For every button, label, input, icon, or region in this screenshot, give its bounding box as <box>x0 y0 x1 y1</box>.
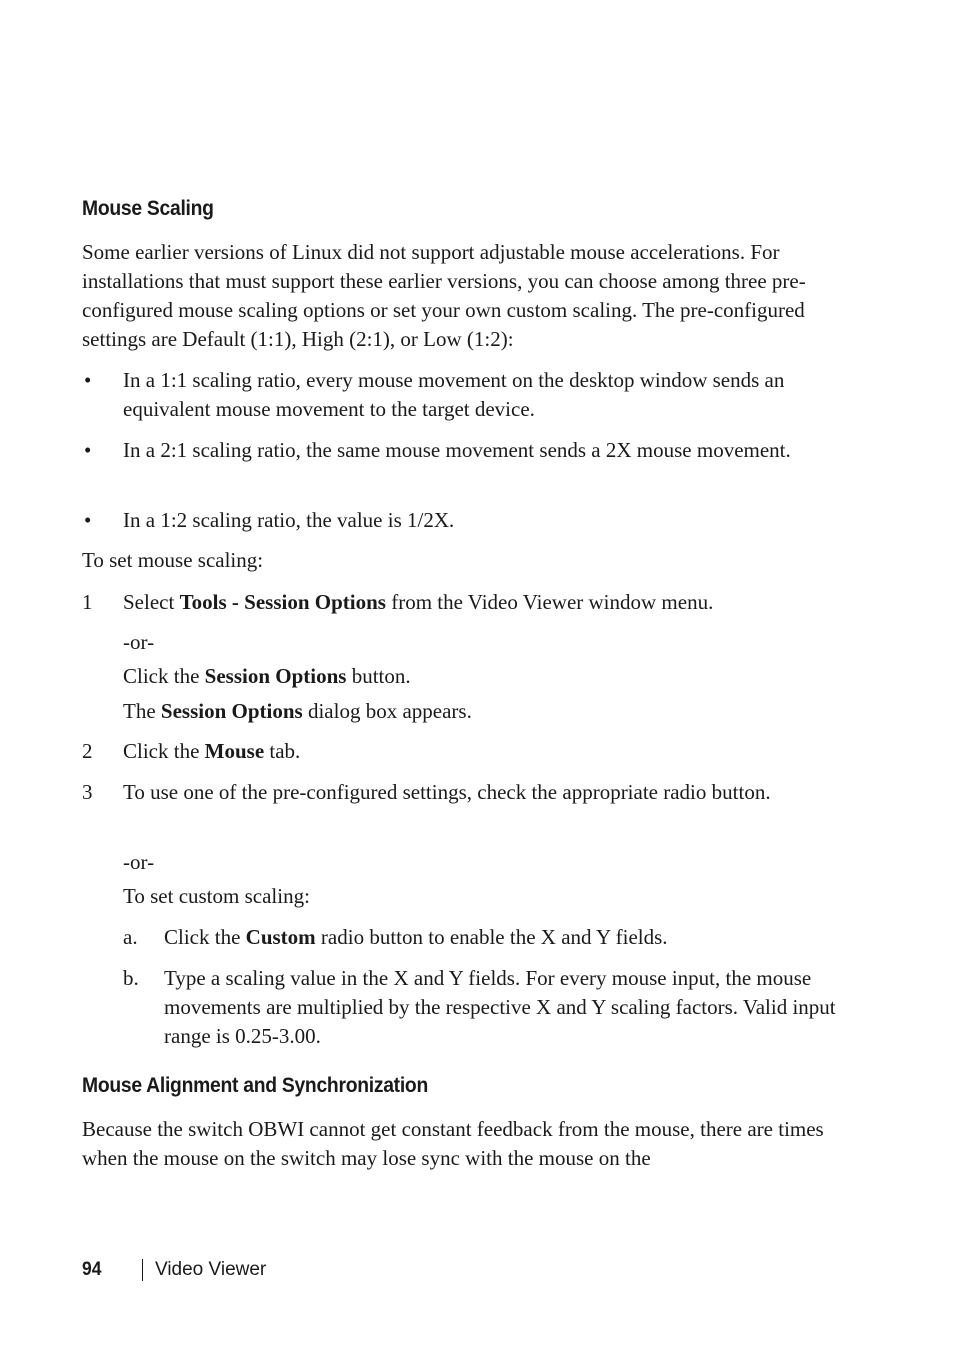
bullet-marker: • <box>84 368 92 392</box>
step-number: 2 <box>82 739 93 763</box>
step-3-text: To use one of the pre-configured settings, check the appropriate radio button. <box>123 780 771 804</box>
or-separator: -or- <box>123 630 155 654</box>
step-1-alternative: Click the Session Options button. <box>123 664 411 688</box>
substep-label: b. <box>123 966 139 990</box>
substep-b-text: Type a scaling value in the X and Y fields. For every mouse input, the mouse movements are multiplied by the respective X and Y scaling factors. Valid input range is 0.25-3.00. <box>164 966 836 1048</box>
bullet-marker: • <box>84 438 92 462</box>
bullet-item: In a 1:2 scaling ratio, the value is 1/2X. <box>123 508 455 532</box>
page-number: 94 <box>82 1259 102 1280</box>
bullet-marker: • <box>84 508 92 532</box>
custom-scaling-lead: To set custom scaling: <box>123 884 310 908</box>
dialog-name: Session Options <box>160 699 303 723</box>
alignment-paragraph: Because the switch OBWI cannot get constant feedback from the mouse, there are times when the mouse on the switch may lose sync with the mouse on the <box>82 1117 824 1170</box>
footer-divider <box>142 1259 143 1281</box>
bullet-item: In a 1:1 scaling ratio, every mouse movement on the desktop window sends an equivalent mouse movement to the target device. <box>123 368 785 421</box>
bullet-item: In a 2:1 scaling ratio, the same mouse movement sends a 2X mouse movement. <box>123 438 791 462</box>
or-separator: -or- <box>123 850 155 874</box>
footer-chapter-title: Video Viewer <box>155 1259 267 1280</box>
tab-name: Mouse <box>204 739 265 763</box>
step-1-result: The Session Options dialog box appears. <box>123 699 472 723</box>
button-name: Session Options <box>204 664 347 688</box>
substep-a-text: Click the Custom radio button to enable the X and Y fields. <box>164 925 668 949</box>
step-2-text: Click the Mouse tab. <box>123 739 301 763</box>
section-heading-mouse-alignment: Mouse Alignment and Synchronization <box>82 1074 428 1097</box>
procedure-lead: To set mouse scaling: <box>82 548 264 572</box>
step-number: 1 <box>82 590 93 614</box>
intro-paragraph: Some earlier versions of Linux did not support adjustable mouse accelerations. For installations that must support these earlier versions, you can choose among three pre-configured mouse scaling options or set your own custom scaling. The pre-configured settings are Default (1:1), High (2:1), or Low (1:2): <box>82 240 806 351</box>
menu-path: Tools - Session Options <box>179 590 386 614</box>
step-number: 3 <box>82 780 93 804</box>
step-1-text: Select Tools - Session Options from the Video Viewer window menu. <box>123 590 714 614</box>
substep-label: a. <box>123 925 138 949</box>
section-heading-mouse-scaling: Mouse Scaling <box>82 197 214 220</box>
radio-option-name: Custom <box>245 925 316 949</box>
